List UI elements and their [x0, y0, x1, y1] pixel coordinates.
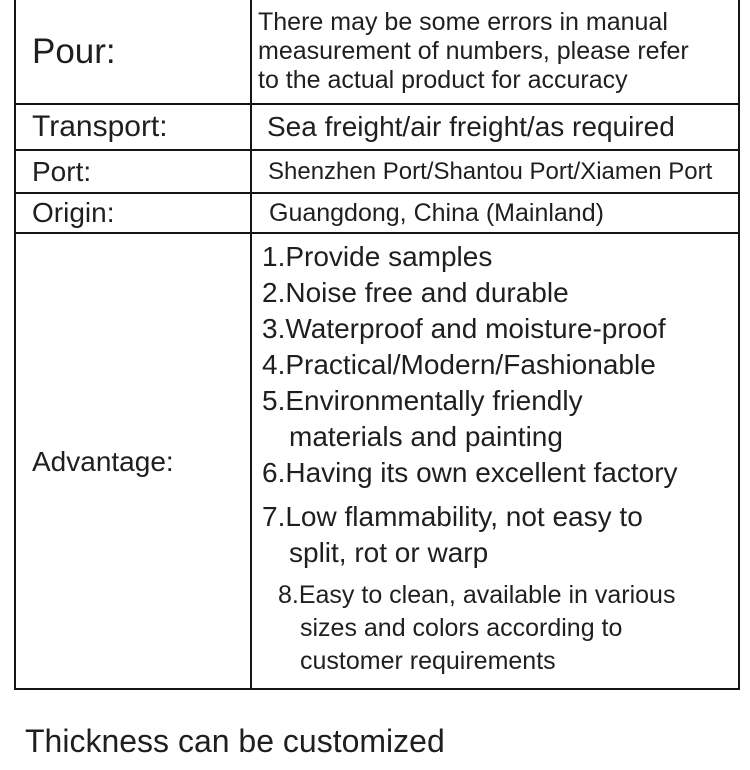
advantage-list: [252, 234, 738, 690]
origin-value: Guangdong, China (Mainland): [269, 198, 604, 227]
origin-label: Origin:: [32, 197, 115, 228]
origin-label-cell: [16, 194, 252, 232]
port-value-cell: [252, 151, 738, 192]
advantage-item: [262, 347, 734, 383]
advantage-item-line: 5.Environmentally friendly: [262, 385, 583, 416]
product-info-table: [14, 0, 740, 690]
port-value: Shenzhen Port/Shantou Port/Xiamen Port: [268, 157, 713, 185]
advantage-item-line: split, rot or warp: [289, 537, 489, 568]
advantage-label: Advantage:: [32, 446, 174, 477]
table-row-advantage: [16, 232, 738, 690]
advantage-item-line: materials and painting: [289, 421, 563, 452]
advantage-item-line: 3.Waterproof and moisture-proof: [262, 313, 666, 344]
advantage-item-line: 6.Having its own excellent factory: [262, 457, 678, 488]
port-label: Port:: [32, 155, 92, 187]
table-row-origin: [16, 192, 738, 232]
advantage-item-line: 4.Practical/Modern/Fashionable: [262, 349, 656, 380]
advantage-item: [262, 275, 734, 311]
advantage-item-line: 7.Low flammability, not easy to: [262, 501, 643, 532]
table-row-transport: [16, 103, 738, 149]
advantage-item: [262, 311, 734, 347]
pour-value-cell: [252, 0, 738, 103]
advantage-label-cell: [16, 234, 252, 690]
transport-label-cell: [16, 105, 252, 149]
advantage-item: [278, 579, 734, 678]
advantage-item: [262, 455, 734, 491]
footer-note: Thickness can be customized: [25, 723, 445, 759]
advantage-item: [262, 239, 734, 275]
advantage-item: [262, 383, 734, 455]
advantage-item-line: 8.Easy to clean, available in various: [278, 581, 676, 609]
advantage-item-line: 1.Provide samples: [262, 241, 493, 272]
transport-value-cell: [252, 105, 738, 149]
port-label-cell: [16, 151, 252, 192]
table-row-pour: [16, 0, 738, 103]
table-row-port: [16, 149, 738, 192]
pour-label-cell: [16, 0, 252, 103]
advantage-item: [262, 499, 734, 571]
origin-value-cell: [252, 194, 738, 232]
pour-value-line: to the actual product for accuracy: [258, 66, 628, 94]
transport-value: Sea freight/air freight/as required: [267, 111, 675, 142]
advantage-item-line: 2.Noise free and durable: [262, 277, 569, 308]
pour-value-line: measurement of numbers, please refer: [258, 37, 689, 65]
pour-value-line: There may be some errors in manual: [258, 8, 668, 36]
transport-label: Transport:: [32, 110, 168, 143]
advantage-item-line: customer requirements: [300, 647, 556, 675]
pour-label: Pour:: [32, 31, 116, 71]
advantage-item-line: sizes and colors according to: [300, 614, 623, 642]
